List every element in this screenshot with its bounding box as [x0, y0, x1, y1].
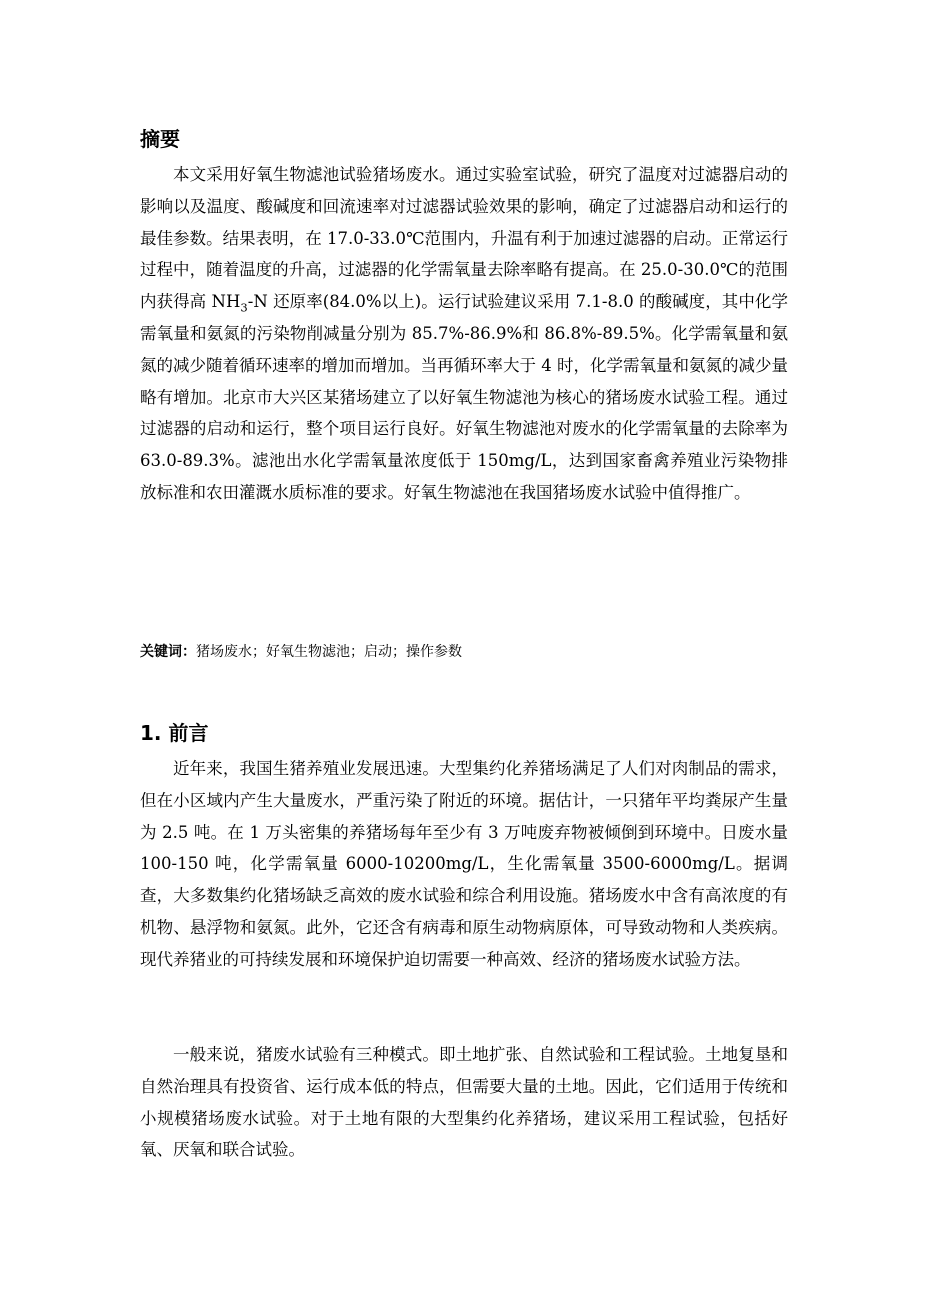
introduction-paragraph-1: 近年来，我国生猪养殖业发展迅速。大型集约化养猪场满足了人们对肉制品的需求，但在小区域内产生大量废水，严重污染了附近的环境。据估计，一只猪年平均粪尿产生量为 2.5 吨。在 1 万头密集的养猪场每年至少有 3 万吨废弃物被倾倒到环境中。日废水量 100-150 吨，化学需氧量 6000-10200mg/L，生化需氧量 3500-6000mg/L。据调查，大多数集约化猪场缺乏高效的废水试验和综合利用设施。猪场废水中含有高浓度的有机物、悬浮物和氨氮。此外，它还含有病毒和原生动物病原体，可导致动物和人类疾病。现代养猪业的可持续发展和环境保护迫切需要一种高效、经济的猪场废水试验方法。 — [140, 759, 788, 969]
introduction-paragraph-2: 一般来说，猪废水试验有三种模式。即土地扩张、自然试验和工程试验。土地复垦和自然治理具有投资省、运行成本低的特点，但需要大量的土地。因此，它们适用于传统和小规模猪场废水试验。对于土地有限的大型集约化养猪场，建议采用工程试验，包括好氧、厌氧和联合试验。 — [140, 1045, 788, 1160]
keywords-label: 关键词： — [140, 644, 196, 660]
abstract-subscript: 3 — [240, 300, 248, 315]
abstract-heading: 摘要 — [140, 127, 180, 151]
keywords-line — [140, 641, 462, 663]
abstract-paragraph — [140, 159, 788, 509]
keywords-text: 猪场废水；好氧生物滤池；启动；操作参数 — [196, 644, 462, 660]
abstract-text-part2: -N 还原率(84.0%以上)。运行试验建议采用 7.1-8.0 的酸碱度，其中化学需氧量和氨氮的污染物削减量分别为 85.7%-86.9%和 86.8%-89.5%。化学需氧量和氨氮的减少随着循环速率的增加而增加。当再循环率大于 4 时，化学需氧量和氨氮的减少量略有增加。北京市大兴区某猪场建立了以好氧生物滤池为核心的猪场废水试验工程。通过过滤器的启动和运行，整个项目运行良好。好氧生物滤池对废水的化学需氧量的去除率为 63.0-89.3%。滤池出水化学需氧量浓度低于 150mg/L，达到国家畜禽养殖业污染物排放标准和农田灌溉水质标准的要求。好氧生物滤池在我国猪场废水试验中值得推广。 — [140, 292, 788, 502]
abstract-text-part1: 本文采用好氧生物滤池试验猪场废水。通过实验室试验，研究了温度对过滤器启动的影响以及温度、酸碱度和回流速率对过滤器试验效果的影响，确定了过滤器启动和运行的最佳参数。结果表明，在 17.0-33.0℃范围内，升温有利于加速过滤器的启动。正常运行过程中，随着温度的升高，过滤器的化学需氧量去除率略有提高。在 25.0-30.0℃的范围内获得高 NH — [140, 165, 788, 312]
introduction-heading: 1. 前言 — [140, 721, 209, 745]
